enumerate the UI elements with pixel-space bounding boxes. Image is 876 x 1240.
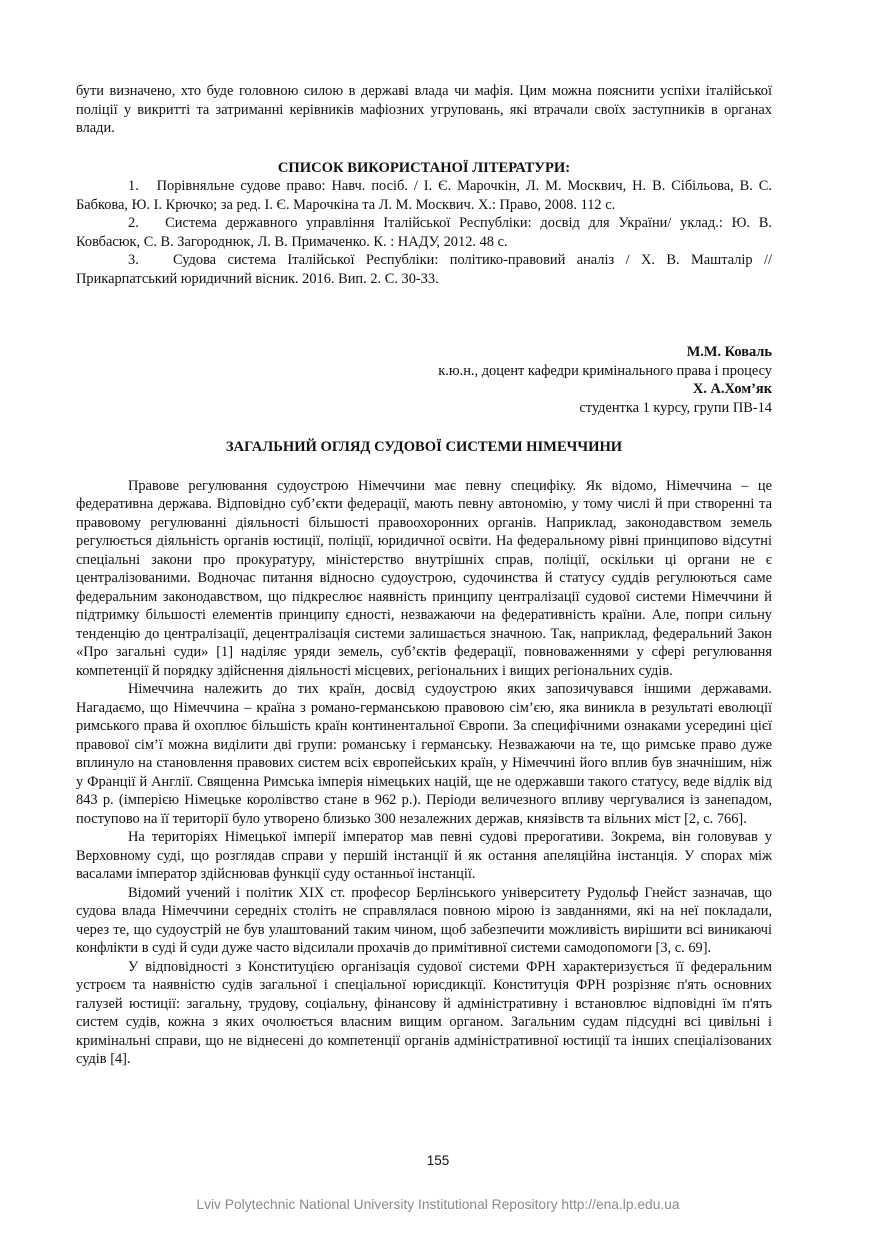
page-content: [76, 82, 772, 1069]
author-2-position: студентка 1 курсу, групи ПВ-14: [579, 399, 772, 416]
references-title: СПИСОК ВИКОРИСТАНОЇ ЛІТЕРАТУРИ:: [277, 159, 571, 176]
reference-item: 1. Порівняльне судове право: Навч. посіб. / І. Є. Марочкін, Л. М. Москвич, Н. В. Сібільова, В. С. Бабкова, Ю. І. Крючко; за ред. І. Є. Марочкіна та Л. М. Москвич. Х.: Право, 2008. 112 с.: [76, 178, 772, 213]
author-block: [76, 343, 772, 417]
article-title: ЗАГАЛЬНИЙ ОГЛЯД СУДОВОЇ СИСТЕМИ НІМЕЧЧИНИ: [225, 439, 623, 455]
body-paragraph: Відомий учений і політик XIX ст. професор Берлінського університету Рудольф Гнейст зазначав, що судова влада Німеччини середніх століть не справлялася повною мірою із завданнями, які на неї покладали, через те, що судоустрій не був улаштований таким чином, щоб забезпечити можливість вирішити всі виникаючі конфлікти в суді й суди дуже часто відсилали прохачів до примітивної системи самодопомоги [3, с. 69].: [76, 884, 772, 956]
body-paragraph: У відповідності з Конституцією організація судової системи ФРН характеризується її федеральним устроєм та наявністю судів загальної і спеціальної юрисдикції. Конституція ФРН розрізняє п'ять основних галузей юстиції: загальну, трудову, соціальну, фінансову й адміністративну і встановлює відповідні їм п'ять систем судів, кожна з яких очолюється власним вищим органом. Загальним судам підсудні всі цивільні і кримінальні справи, що не віднесені до компетенції органів адміністративної юстиції та інших спеціалізованих судів [4].: [76, 958, 772, 1067]
author-1-position: к.ю.н., доцент кафедри кримінального права і процесу: [438, 362, 772, 379]
reference-item: 2. Система державного управління Італійської Республіки: досвід для України/ уклад.: Ю. В. Ковбасюк, С. В. Загороднюк, Л. В. Примаченко. К. : НАДУ, 2012. 48 с.: [76, 215, 772, 250]
reference-item: 3. Судова система Італійської Республіки: політико-правовий аналіз / Х. В. Машталір // Прикарпатський юридичний вісник. 2016. Вип. 2. С. 30-33.: [76, 252, 772, 287]
repository-footer: Lviv Polytechnic National University Institutional Repository http://ena.lp.edu.ua: [196, 1197, 680, 1212]
body-paragraph: На територіях Німецької імперії імператор мав певні судові прерогативи. Зокрема, він головував у Верховному суді, що розглядав справи у першій інстанції й як остання апеляційна інстанція. У спорах між васалами імператор здійснював функції суду останньої інстанції.: [76, 829, 772, 882]
body-paragraph: Німеччина належить до тих країн, досвід судоустрою яких запозичувався іншими державами. Нагадаємо, що Німеччина – країна з романо-германською правовою сім’єю, яка виникла в результаті еволюції римського права й охоплює більшість країн континентальної Європи. За специфічними ознаками усередині цієї правової сім’ї можна виділити дві групи: романську і германську. Незважаючи на те, що римське право дуже вплинуло на становлення правових систем всіх європейських країн, у Німеччині його вплив був значнішим, ніж у Франції й Англії. Священна Римська імперія німецьких націй, ще не одержавши такого статусу, веде відлік від 843 р. (імперією Німецьке королівство стане в 962 р.). Періоди величезного впливу чергувалися із занепадом, поступово на її території було утворено близько 300 незалежних держав, князівств та вільних міст [2, с. 766].: [76, 681, 772, 827]
author-2-name: Х. А.Хом’як: [692, 381, 772, 397]
intro-paragraph: бути визначено, хто буде головною силою в державі влада чи мафія. Цим можна пояснити успіхи італійської поліції у викритті та затриманні керівників мафіозних угруповань, які втрачали своїх заступників в органах влади.: [76, 83, 772, 136]
author-1-name: М.М. Коваль: [686, 344, 772, 360]
page-number: 155: [426, 1153, 450, 1168]
body-paragraph: Правове регулювання судоустрою Німеччини має певну специфіку. Як відомо, Німеччина – це федеративна держава. Відповідно суб’єкти федерації, мають певну автономію, у тому числі й при створенні та правовому регулюванні діяльності більшості правоохоронних органів. Наприклад, законодавством земель регулюється діяльність органів юстиції, поліції, юридичної освіти. На федеральному рівні принципово відсутні спеціальні закони про прокуратуру, міністерство внутрішніх справ, поліції, оскільки ці органи не є централізованими. Водночас питання відносно судоустрою, судочинства й статусу суддів регулюються саме федеральним законодавством, що підкреслює наявність принципу централізації судової системи Німеччини й підтримку більшості елементів принципу єдності, незважаючи на федеративність країни. Але, попри сильну тенденцію до централізації, децентралізація системи залишається значною. Так, наприклад, федеральний Закон «Про загальні суди» [1] наділяє уряди земель, суб’єктів федерації, повноваженнями у сфері регулювання компетенції й порядку здійснення діяльності місцевих, регіональних і вищих регіональних судів.: [76, 477, 772, 679]
